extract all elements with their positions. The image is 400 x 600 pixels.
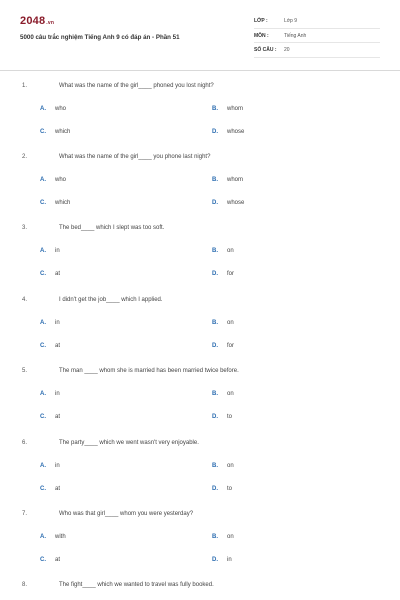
option-letter: A. (40, 177, 46, 183)
option-text: at (55, 557, 61, 563)
option-letter: A. (40, 391, 46, 397)
option-letter: B. (212, 177, 218, 183)
meta-row-count (254, 43, 380, 58)
answer-option-c[interactable] (40, 200, 70, 206)
answer-option-c[interactable] (40, 343, 60, 349)
option-text: in (227, 557, 232, 563)
option-letter: D. (212, 129, 218, 135)
logo-suffix: .vn (46, 20, 55, 26)
option-letter: A. (40, 534, 46, 540)
option-letter: D. (212, 200, 218, 206)
option-text: to (227, 486, 233, 492)
question-number: 8. (22, 582, 28, 588)
question-number: 5. (22, 368, 28, 374)
question-text: The party____ which we went wasn't very enjoyable. (59, 440, 199, 446)
answer-option-d[interactable] (212, 414, 232, 420)
answer-option-c[interactable] (40, 129, 70, 135)
option-letter: D. (212, 343, 218, 349)
option-text: in (55, 463, 60, 469)
answer-option-b[interactable] (212, 463, 234, 469)
option-text: at (55, 414, 61, 420)
worksheet-header (0, 0, 400, 70)
option-text: on (227, 534, 234, 540)
answer-option-a[interactable] (40, 248, 60, 254)
option-letter: A. (40, 320, 46, 326)
logo-text: 2048 (20, 15, 46, 27)
option-text: which (55, 129, 71, 135)
option-text: whom (227, 177, 244, 183)
question-number: 3. (22, 225, 28, 231)
answer-option-d[interactable] (212, 557, 232, 563)
meta-value: 20 (284, 47, 290, 53)
meta-row-class (254, 14, 380, 29)
meta-key: LỚP : (254, 18, 268, 24)
option-letter: B. (212, 391, 218, 397)
answer-option-a[interactable] (40, 106, 66, 112)
question-number: 7. (22, 511, 28, 517)
option-letter: B. (212, 463, 218, 469)
option-letter: A. (40, 106, 46, 112)
option-text: who (55, 106, 67, 112)
answer-option-b[interactable] (212, 534, 234, 540)
option-letter: B. (212, 534, 218, 540)
answer-option-d[interactable] (212, 129, 244, 135)
option-text: in (55, 248, 60, 254)
meta-value: Tiếng Anh (284, 32, 307, 39)
option-text: at (55, 271, 61, 277)
answer-option-c[interactable] (40, 486, 60, 492)
option-text: whose (227, 129, 245, 135)
option-letter: C. (40, 129, 46, 135)
question-number: 1. (22, 83, 28, 89)
option-text: on (227, 391, 234, 397)
document-title: 5000 câu trắc nghiệm Tiếng Anh 9 có đáp án - Phần 51 (20, 34, 180, 41)
option-text: in (55, 320, 60, 326)
option-text: whose (227, 200, 245, 206)
option-letter: A. (40, 463, 46, 469)
meta-value: Lớp 9 (284, 18, 298, 24)
answer-option-a[interactable] (40, 391, 60, 397)
question-number: 2. (22, 154, 28, 160)
option-letter: B. (212, 106, 218, 112)
option-text: on (227, 248, 234, 254)
site-logo[interactable] (20, 15, 54, 27)
header-divider (0, 70, 400, 71)
meta-key: SỐ CÂU : (254, 47, 277, 53)
option-letter: A. (40, 248, 46, 254)
answer-option-d[interactable] (212, 486, 232, 492)
option-text: which (55, 200, 71, 206)
question-text: The man ____ whom she is married has been married twice before. (59, 368, 239, 374)
option-text: on (227, 320, 234, 326)
question-text: What was the name of the girl____ you phone last night? (59, 154, 211, 160)
answer-option-a[interactable] (40, 463, 60, 469)
option-text: in (55, 391, 60, 397)
option-letter: C. (40, 343, 46, 349)
question-text: What was the name of the girl____ phoned you lost night? (59, 83, 214, 89)
option-text: on (227, 463, 234, 469)
answer-option-b[interactable] (212, 106, 243, 112)
option-letter: C. (40, 557, 46, 563)
option-letter: C. (40, 200, 46, 206)
option-letter: B. (212, 248, 218, 254)
answer-option-a[interactable] (40, 534, 66, 540)
answer-option-d[interactable] (212, 271, 234, 277)
answer-option-a[interactable] (40, 320, 60, 326)
option-letter: C. (40, 414, 46, 420)
meta-info (254, 14, 380, 58)
answer-option-b[interactable] (212, 248, 234, 254)
option-letter: D. (212, 557, 218, 563)
option-text: at (55, 343, 61, 349)
option-text: at (55, 486, 61, 492)
answer-option-b[interactable] (212, 177, 243, 183)
answer-option-d[interactable] (212, 343, 234, 349)
option-letter: D. (212, 414, 218, 420)
meta-row-subject (254, 29, 380, 44)
question-number: 4. (22, 297, 28, 303)
question-number: 6. (22, 440, 28, 446)
option-text: to (227, 414, 233, 420)
question-text: The bed____ which I slept was too soft. (59, 225, 165, 231)
option-letter: C. (40, 271, 46, 277)
answer-option-b[interactable] (212, 391, 234, 397)
answer-option-c[interactable] (40, 414, 60, 420)
answer-option-d[interactable] (212, 200, 244, 206)
option-text: for (227, 343, 235, 349)
option-letter: D. (212, 271, 218, 277)
question-text: Who was that girl____ whom you were yesterday? (59, 511, 194, 517)
meta-key: MÔN : (254, 32, 269, 39)
option-text: whom (227, 106, 244, 112)
option-text: for (227, 271, 235, 277)
answer-option-b[interactable] (212, 320, 234, 326)
option-letter: C. (40, 486, 46, 492)
option-letter: D. (212, 486, 218, 492)
question-text: I didn't get the job____ which I applied. (59, 297, 163, 303)
question-text: The fight____ which we wanted to travel was fully booked. (59, 582, 214, 588)
answer-option-a[interactable] (40, 177, 66, 183)
answer-option-c[interactable] (40, 557, 60, 563)
option-letter: B. (212, 320, 218, 326)
option-text: who (55, 177, 67, 183)
option-text: with (55, 534, 66, 540)
answer-option-c[interactable] (40, 271, 60, 277)
